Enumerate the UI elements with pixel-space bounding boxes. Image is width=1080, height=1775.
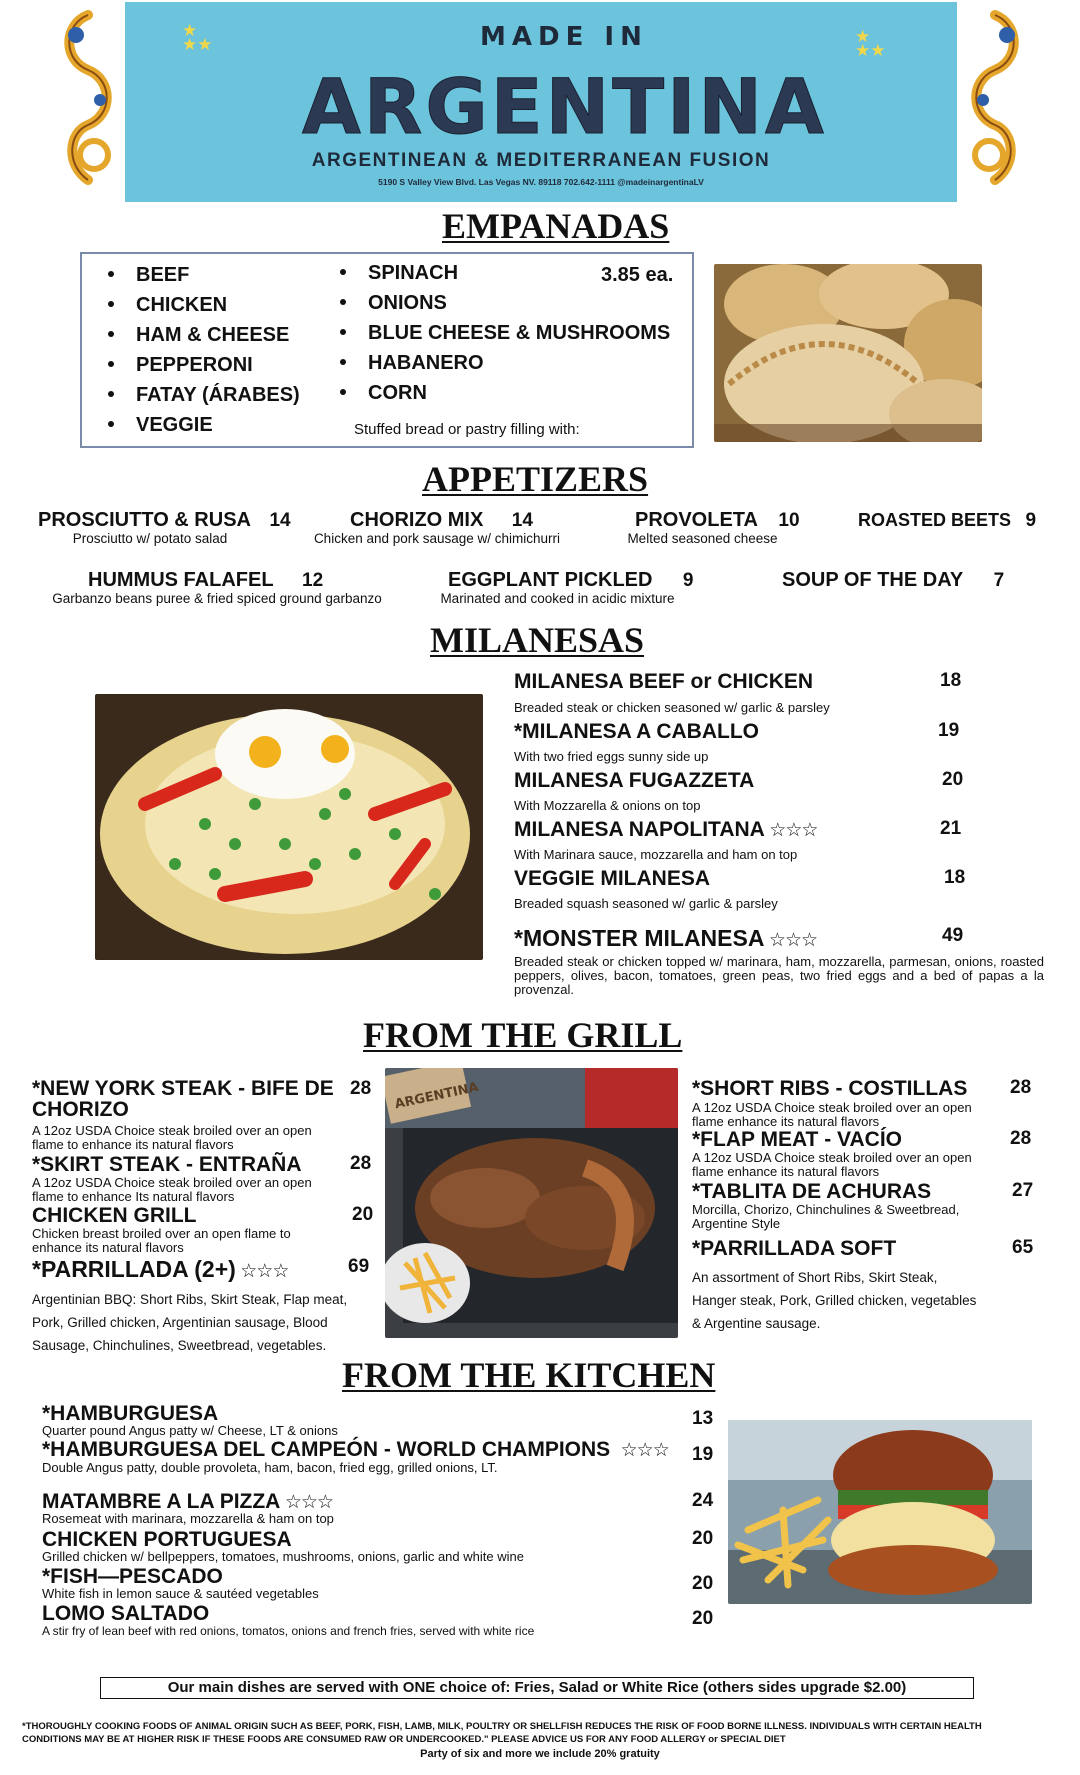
brand-logo-text: ARGENTINA <box>302 62 827 151</box>
item-name: MILANESA NAPOLITANA <box>514 818 765 841</box>
gratuity-note: Party of six and more we include 20% gratuity <box>420 1748 660 1760</box>
appetizer-item <box>858 510 1058 532</box>
item-desc: A stir fry of lean beef with red onions, tomatos, onions and french fries, served with white rice <box>42 1624 535 1638</box>
item-desc: Argentinian BBQ: Short Ribs, Skirt Steak, Flap meat, Pork, Grilled chicken, Argentinian sausage, Blood Sausage, Chinchulines, Sweetbread, vegetables. <box>32 1292 348 1353</box>
header-address: 5190 S Valley View Blvd. Las Vegas NV. 89118 702.642-1111 @madeinargentinaLV <box>378 177 704 187</box>
item-name: *PARRILLADA SOFT <box>692 1237 897 1260</box>
left-ornament-icon <box>48 5 128 195</box>
item-desc: A 12oz USDA Choice steak broiled over an open flame to enhance its natural flavors <box>32 1123 312 1152</box>
item-price: 12 <box>302 570 324 591</box>
stars-rating-icon: ☆☆☆ <box>284 1492 333 1513</box>
item-price: 13 <box>692 1408 714 1429</box>
item-price: 24 <box>692 1490 714 1511</box>
item-desc: Breaded steak or chicken seasoned w/ garlic & parsley <box>514 700 830 715</box>
item-price: 20 <box>352 1204 374 1225</box>
item-name: *HAMBURGUESA DEL CAMPEÓN - WORLD CHAMPIONS <box>42 1438 611 1461</box>
item-name: HUMMUS FALAFEL <box>88 569 274 591</box>
list-item <box>692 1237 1037 1331</box>
item-price: 20 <box>692 1573 714 1594</box>
item-price: 21 <box>940 818 962 839</box>
grill-photo-badge: ARGENTINA <box>393 1079 480 1113</box>
item-price: 49 <box>942 925 964 946</box>
bullet-icon <box>108 331 114 337</box>
appetizer-item <box>350 509 570 532</box>
grill-left-list <box>32 1077 377 1353</box>
bullet-icon <box>108 301 114 307</box>
list-item <box>514 818 974 867</box>
item-price: 19 <box>938 720 960 741</box>
list-item <box>692 1077 1037 1128</box>
item-desc: With two fried eggs sunny side up <box>514 749 709 764</box>
item-name: *MONSTER MILANESA <box>514 925 765 951</box>
list-item <box>32 1204 377 1256</box>
kitchen-list <box>42 1402 722 1638</box>
item-price: 20 <box>942 769 964 790</box>
list-item <box>692 1180 1037 1237</box>
list-item: PEPPERONI <box>108 354 300 384</box>
item-price: 28 <box>1010 1128 1032 1149</box>
item-price: 69 <box>348 1256 370 1277</box>
item-desc: Chicken and pork sausage w/ chimichurri <box>313 531 561 546</box>
item-name: *MILANESA A CABALLO <box>514 720 759 743</box>
list-item <box>42 1602 722 1638</box>
item-desc: Garbanzo beans puree & fried spiced ground garbanzo <box>52 591 382 606</box>
empanadas-list-left <box>108 264 300 444</box>
item-price: 20 <box>692 1608 714 1629</box>
item-desc: Breaded steak or chicken topped w/ marinara, ham, mozzarella, parmesan, onions, roasted peppers, olives, bacon, tomatoes, green peas, two fried eggs and a bed of papas a la provenzal. <box>514 954 1044 997</box>
item-price: 14 <box>269 510 291 531</box>
empanadas-price: 3.85 ea. <box>601 264 674 286</box>
stars-rating-icon: ☆☆☆ <box>768 930 818 951</box>
milanesas-title: MILANESAS <box>430 620 645 660</box>
item-price: 9 <box>682 570 694 591</box>
item-name: CHICKEN GRILL <box>32 1204 197 1227</box>
kitchen-title: FROM THE KITCHEN <box>342 1355 716 1395</box>
item-name: EGGPLANT PICKLED <box>448 569 653 591</box>
item-price: 20 <box>692 1528 714 1549</box>
appetizer-item <box>782 569 1042 592</box>
item-name: LOMO SALTADO <box>42 1602 210 1625</box>
list-item <box>32 1153 377 1204</box>
list-item <box>42 1402 722 1438</box>
item-desc: Grilled chicken w/ bellpeppers, tomatoes, mushrooms, onions, garlic and white wine <box>42 1549 524 1564</box>
allergy-disclaimer: CONDITIONS MAY BE AT HIGHER RISK IF THESE FOODS ARE CONSUMED RAW OR UNDERCOOKED." PLEASE ADVICE US FOR ANY FOOD ALLERGY or SPECIAL DIET <box>22 1734 786 1745</box>
item-desc: Rosemeat with marinara, mozzarella & ham on top <box>42 1511 334 1526</box>
appetizer-item <box>38 509 303 532</box>
item-name: VEGGIE MILANESA <box>514 867 711 890</box>
bullet-icon <box>108 361 114 367</box>
bullet-icon <box>108 421 114 427</box>
list-item: CORN <box>340 382 670 412</box>
item-name: MATAMBRE A LA PIZZA <box>42 1490 281 1513</box>
stars-rating-icon: ☆☆☆ <box>620 1440 669 1461</box>
milanesas-list <box>514 670 1044 999</box>
item-price: 28 <box>1010 1077 1032 1098</box>
item-name: *TABLITA DE ACHURAS <box>692 1180 932 1203</box>
list-item: BLUE CHEESE & MUSHROOMS <box>340 322 670 352</box>
appetizer-item <box>88 569 348 592</box>
item-desc: Prosciutto w/ potato salad <box>72 531 228 546</box>
item-name: *HAMBURGUESA <box>42 1402 219 1425</box>
item-name: *FISH—PESCADO <box>42 1565 223 1588</box>
grill-photo <box>385 1068 678 1338</box>
sides-note: Our main dishes are served with ONE choice of: Fries, Salad or White Rice (others sides upgrade $2.00) <box>100 1677 974 1699</box>
item-price: 18 <box>940 670 962 691</box>
bullet-icon <box>340 359 346 365</box>
milanesa-photo <box>95 694 483 960</box>
bullet-icon <box>340 299 346 305</box>
list-item <box>42 1490 722 1528</box>
bullet-icon <box>340 389 346 395</box>
list-item: BEEF <box>108 264 300 294</box>
item-desc: White fish in lemon sauce & sautéed vegetables <box>42 1586 319 1601</box>
item-name: CHICKEN PORTUGUESA <box>42 1528 292 1551</box>
item-name: *NEW YORK STEAK - BIFE DE CHORIZO <box>32 1077 334 1121</box>
list-item <box>692 1128 1037 1180</box>
item-desc: Quarter pound Angus patty w/ Cheese, LT & onions <box>42 1423 338 1438</box>
item-name: SOUP OF THE DAY <box>782 569 964 591</box>
grill-title: FROM THE GRILL <box>363 1015 683 1055</box>
item-price: 9 <box>1025 510 1037 531</box>
header-subtitle: ARGENTINEAN & MEDITERRANEAN FUSION <box>311 150 771 171</box>
list-item <box>514 867 974 925</box>
bullet-icon <box>340 269 346 275</box>
item-name: *SHORT RIBS - COSTILLAS <box>692 1077 968 1100</box>
appetizer-item <box>635 509 815 532</box>
list-item <box>514 925 1044 999</box>
stars-rating-icon: ☆☆☆ <box>240 1261 289 1282</box>
item-name: *SKIRT STEAK - ENTRAÑA <box>32 1153 302 1176</box>
item-price: 27 <box>1012 1180 1034 1201</box>
list-item: CHICKEN <box>108 294 300 324</box>
bullet-icon <box>108 271 114 277</box>
item-name: PROVOLETA <box>635 509 758 531</box>
item-name: PROSCIUTTO & RUSA <box>38 509 251 531</box>
item-desc: With Mozzarella & onions on top <box>514 798 701 813</box>
empanadas-title: EMPANADAS <box>442 206 670 246</box>
item-desc: Double Angus patty, double provoleta, ham, bacon, fried egg, grilled onions, LT. <box>42 1460 498 1475</box>
appetizer-item <box>448 569 698 592</box>
item-desc: A 12oz USDA Choice steak broiled over an open flame enhance its natural flavors <box>692 1100 972 1129</box>
item-name: *FLAP MEAT - VACÍO <box>692 1128 902 1151</box>
item-desc: Chicken breast broiled over an open flame to enhance its natural flavors <box>32 1226 291 1255</box>
list-item <box>42 1565 722 1602</box>
empanadas-note: Stuffed bread or pastry filling with: <box>354 421 580 438</box>
item-price: 10 <box>778 510 800 531</box>
item-desc: A 12oz USDA Choice steak broiled over an open flame enhance its natural flavors <box>692 1150 972 1179</box>
food-safety-disclaimer: *THOROUGHLY COOKING FOODS OF ANIMAL ORIGIN SUCH AS BEEF, PORK, FISH, LAMB, MILK, POULTRY OR SHELLFISH REDUCES THE RISK OF FOOD BORNE ILLNESS. INDIVIDUALS WITH CERTAIN HEALTH <box>22 1721 982 1732</box>
item-name: ROASTED BEETS <box>858 510 1012 530</box>
stars-right-icon: ★ ★★ <box>855 27 886 60</box>
item-name: CHORIZO MIX <box>350 509 484 531</box>
item-desc: Marinated and cooked in acidic mixture <box>440 591 675 606</box>
item-name: MILANESA BEEF or CHICKEN <box>514 670 814 693</box>
list-item <box>42 1438 722 1490</box>
list-item: SPINACH <box>340 262 670 292</box>
bullet-icon <box>108 391 114 397</box>
list-item: HAM & CHEESE <box>108 324 300 354</box>
list-item <box>514 720 974 769</box>
list-item: ONIONS <box>340 292 670 322</box>
stars-rating-icon: ☆☆☆ <box>769 820 818 841</box>
item-price: 18 <box>944 867 966 888</box>
list-item <box>514 670 974 720</box>
item-price: 14 <box>511 510 533 531</box>
list-item <box>42 1528 722 1565</box>
list-item <box>32 1256 377 1353</box>
grill-right-list <box>692 1077 1037 1331</box>
item-price: 19 <box>692 1444 714 1465</box>
bullet-icon <box>340 329 346 335</box>
list-item <box>32 1078 377 1153</box>
list-item <box>514 769 974 818</box>
list-item: VEGGIE <box>108 414 300 444</box>
empanadas-photo <box>714 264 982 442</box>
item-desc: A 12oz USDA Choice steak broiled over an open flame to enhance Its natural flavors <box>32 1175 312 1204</box>
item-desc: With Marinara sauce, mozzarella and ham on top <box>514 847 798 862</box>
made-in-label: MADE IN <box>480 22 648 52</box>
item-desc: Breaded squash seasoned w/ garlic & parsley <box>514 896 778 911</box>
appetizers-title: APPETIZERS <box>422 459 649 499</box>
item-name: *PARRILLADA (2+) <box>32 1256 236 1282</box>
item-desc: Morcilla, Chorizo, Chinchulines & Sweetbread, Argentine Style <box>692 1202 960 1231</box>
item-desc: An assortment of Short Ribs, Skirt Steak, Hanger steak, Pork, Grilled chicken, vegetables & Argentine sausage. <box>692 1270 977 1331</box>
item-price: 65 <box>1012 1237 1034 1258</box>
right-ornament-icon <box>955 5 1035 195</box>
item-price: 28 <box>350 1078 372 1099</box>
item-price: 7 <box>993 570 1005 591</box>
item-price: 28 <box>350 1153 372 1174</box>
list-item: FATAY (ÁRABES) <box>108 384 300 414</box>
item-desc: Melted seasoned cheese <box>627 531 778 546</box>
stars-left-icon: ★ ★★ <box>182 21 213 54</box>
list-item: HABANERO <box>340 352 670 382</box>
item-name: MILANESA FUGAZZETA <box>514 769 755 792</box>
burger-photo <box>728 1420 1032 1604</box>
